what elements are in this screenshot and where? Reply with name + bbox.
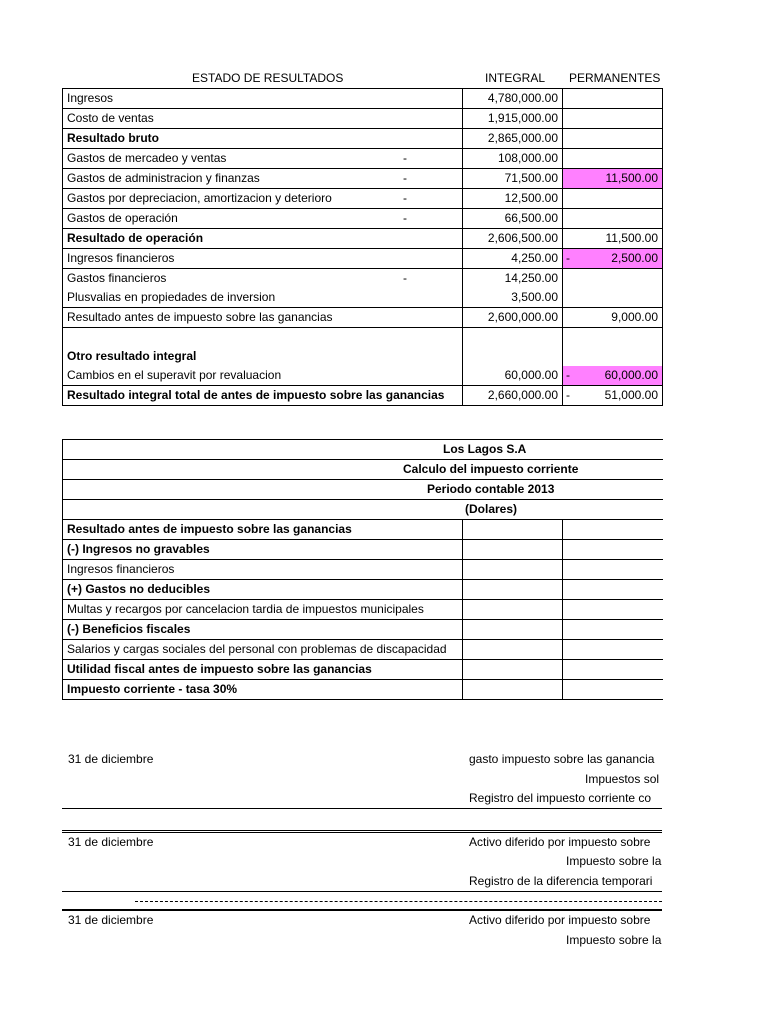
value-cell — [463, 660, 563, 680]
tax-calc-period: Periodo contable 2013 — [63, 480, 663, 500]
row-label: Cambios en el superavit por revaluacion — [63, 366, 463, 386]
table-row — [63, 209, 663, 229]
permanentes-value — [563, 328, 663, 347]
value-cell — [463, 600, 563, 620]
table-row — [63, 640, 663, 660]
integral-value — [463, 249, 563, 269]
journal-line: Impuesto sobre la — [566, 854, 662, 868]
journal-divider — [62, 830, 662, 831]
row-label: Resultado bruto — [63, 129, 463, 149]
permanentes-value — [563, 169, 663, 189]
table-row — [63, 560, 663, 580]
integral-value — [463, 308, 563, 328]
permanentes-value — [563, 109, 663, 129]
column-integral-header: INTEGRAL — [485, 71, 546, 85]
integral-value — [403, 269, 563, 289]
permanentes-value — [563, 189, 663, 209]
integral-value — [403, 189, 563, 209]
value-cell — [563, 520, 663, 540]
table-row — [63, 229, 663, 249]
integral-amount: 2,606,500.00 — [487, 231, 558, 245]
row-label: Utilidad fiscal antes de impuesto sobre las ganancias — [63, 660, 463, 680]
journal-divider — [62, 909, 662, 911]
table-row — [63, 520, 663, 540]
table-row — [63, 620, 663, 640]
row-label: Gastos por depreciacion, amortizacion y deterioro — [63, 189, 463, 209]
permanentes-amount: 9,000.00 — [611, 310, 658, 324]
table-row — [63, 89, 663, 109]
row-label: Gastos de mercadeo y ventas — [63, 149, 463, 169]
value-cell — [463, 540, 563, 560]
journal-line: Registro de la diferencia temporari — [469, 874, 653, 888]
permanentes-value — [563, 308, 663, 328]
table-row — [63, 366, 663, 386]
value-cell — [563, 600, 663, 620]
income-statement-table — [62, 88, 663, 406]
permanentes-value — [563, 249, 663, 269]
tax-calc-table — [62, 439, 663, 700]
value-cell — [463, 640, 563, 660]
value-cell — [563, 660, 663, 680]
integral-value — [403, 209, 563, 229]
table-row — [63, 249, 663, 269]
table-row — [63, 308, 663, 328]
row-label: (-) Beneficios fiscales — [63, 620, 463, 640]
negative-sign: - — [566, 368, 570, 383]
journal-dashed-divider — [135, 901, 662, 902]
row-label: Resultado de operación — [63, 229, 463, 249]
integral-value — [463, 109, 563, 129]
permanentes-value — [563, 129, 663, 149]
value-cell — [463, 580, 563, 600]
table-row — [63, 540, 663, 560]
journal-divider — [62, 891, 662, 892]
integral-amount: 2,660,000.00 — [487, 388, 558, 403]
integral-amount: 71,500.00 — [504, 171, 558, 185]
integral-amount: 60,000.00 — [504, 368, 558, 383]
negative-sign: - — [403, 151, 407, 165]
table-row — [63, 680, 663, 700]
integral-value — [463, 386, 563, 406]
value-cell — [563, 680, 663, 700]
value-cell — [463, 520, 563, 540]
value-cell — [563, 580, 663, 600]
table-row — [63, 328, 663, 347]
permanentes-amount: 60,000.00 — [604, 368, 658, 383]
tax-calc-company: Los Lagos S.A — [63, 440, 663, 460]
integral-amount: 3,500.00 — [511, 290, 558, 304]
permanentes-amount: 11,500.00 — [605, 231, 658, 245]
negative-sign: - — [403, 271, 407, 285]
journal-line: Registro del impuesto corriente co — [469, 791, 652, 805]
table-row — [63, 600, 663, 620]
permanentes-amount: 11,500.00 — [605, 171, 658, 185]
integral-value — [403, 149, 563, 169]
permanentes-value — [563, 347, 663, 366]
row-label: Gastos de operación — [63, 209, 463, 229]
integral-value — [403, 169, 563, 189]
row-label: Gastos de administracion y finanzas — [63, 169, 463, 189]
row-label: Ingresos — [63, 89, 463, 109]
integral-value — [463, 366, 563, 386]
row-label: Resultado antes de impuesto sobre las ganancias — [63, 308, 463, 328]
row-label: (+) Gastos no deducibles — [63, 580, 463, 600]
row-label: Costo de ventas — [63, 109, 463, 129]
table-row — [63, 189, 663, 209]
integral-amount: 66,500.00 — [504, 211, 558, 225]
table-row — [63, 169, 663, 189]
integral-value — [463, 89, 563, 109]
integral-amount: 14,250.00 — [504, 271, 558, 285]
row-label: Otro resultado integral — [63, 347, 463, 366]
table-row — [63, 269, 663, 289]
permanentes-amount: 51,000.00 — [604, 388, 658, 403]
row-label: Resultado integral total de antes de impuesto sobre las ganancias — [63, 386, 463, 406]
integral-amount: 108,000.00 — [497, 151, 558, 165]
table-row — [63, 109, 663, 129]
income-statement-title: ESTADO DE RESULTADOS — [192, 71, 344, 85]
permanentes-value — [563, 229, 663, 249]
value-cell — [563, 560, 663, 580]
column-permanentes-header: PERMANENTES — [569, 71, 661, 85]
row-label — [63, 328, 463, 347]
table-row — [63, 386, 663, 406]
integral-amount: 2,865,000.00 — [487, 131, 558, 145]
value-cell — [563, 620, 663, 640]
integral-value — [463, 347, 563, 366]
row-label: Impuesto corriente - tasa 30% — [63, 680, 463, 700]
permanentes-value — [563, 149, 663, 169]
integral-value — [463, 328, 563, 347]
tax-calc-title: Calculo del impuesto corriente — [63, 460, 663, 480]
table-row — [63, 149, 663, 169]
negative-sign: - — [403, 211, 407, 225]
negative-sign: - — [403, 171, 407, 185]
value-cell — [463, 680, 563, 700]
permanentes-value — [563, 288, 663, 308]
journal-line: Impuesto sobre la — [566, 933, 662, 947]
negative-sign: - — [403, 191, 407, 205]
permanentes-value — [563, 366, 663, 386]
journal-divider — [62, 832, 662, 833]
row-label: Ingresos financieros — [63, 249, 463, 269]
row-label: (-) Ingresos no gravables — [63, 540, 463, 560]
table-row — [63, 660, 663, 680]
tax-calc-currency: (Dolares) — [63, 500, 663, 520]
journal-date: 31 de diciembre — [68, 913, 154, 927]
journal-date: 31 de diciembre — [68, 835, 154, 849]
integral-amount: 2,600,000.00 — [487, 310, 558, 324]
permanentes-value — [563, 386, 663, 406]
value-cell — [563, 540, 663, 560]
value-cell — [463, 620, 563, 640]
journal-line: Impuestos sol — [585, 772, 660, 786]
table-row — [63, 288, 663, 308]
journal-divider — [62, 808, 662, 809]
integral-value — [463, 229, 563, 249]
integral-amount: 4,780,000.00 — [487, 91, 558, 105]
row-label: Multas y recargos por cancelacion tardia de impuestos municipales — [63, 600, 463, 620]
journal-line: gasto impuesto sobre las ganancia — [469, 752, 655, 766]
row-label: Ingresos financieros — [63, 560, 463, 580]
table-row — [63, 347, 663, 366]
integral-amount: 4,250.00 — [511, 251, 558, 265]
row-label: Salarios y cargas sociales del personal con problemas de discapacidad — [63, 640, 463, 660]
table-row — [63, 580, 663, 600]
row-label: Plusvalias en propiedades de inversion — [63, 288, 463, 308]
value-cell — [463, 560, 563, 580]
permanentes-value — [563, 89, 663, 109]
row-label: Resultado antes de impuesto sobre las ganancias — [63, 520, 463, 540]
integral-amount: 1,915,000.00 — [487, 111, 558, 125]
negative-sign: - — [566, 388, 570, 403]
integral-amount: 12,500.00 — [504, 191, 558, 205]
integral-value — [463, 288, 563, 308]
negative-sign: - — [566, 251, 570, 265]
row-label: Gastos financieros — [63, 269, 463, 289]
permanentes-amount: 2,500.00 — [611, 251, 658, 265]
permanentes-value — [563, 209, 663, 229]
journal-line: Activo diferido por impuesto sobre — [469, 913, 651, 927]
journal-line: Activo diferido por impuesto sobre — [469, 835, 651, 849]
table-row — [63, 129, 663, 149]
permanentes-value — [563, 269, 663, 289]
journal-date: 31 de diciembre — [68, 752, 154, 766]
integral-value — [463, 129, 563, 149]
value-cell — [563, 640, 663, 660]
